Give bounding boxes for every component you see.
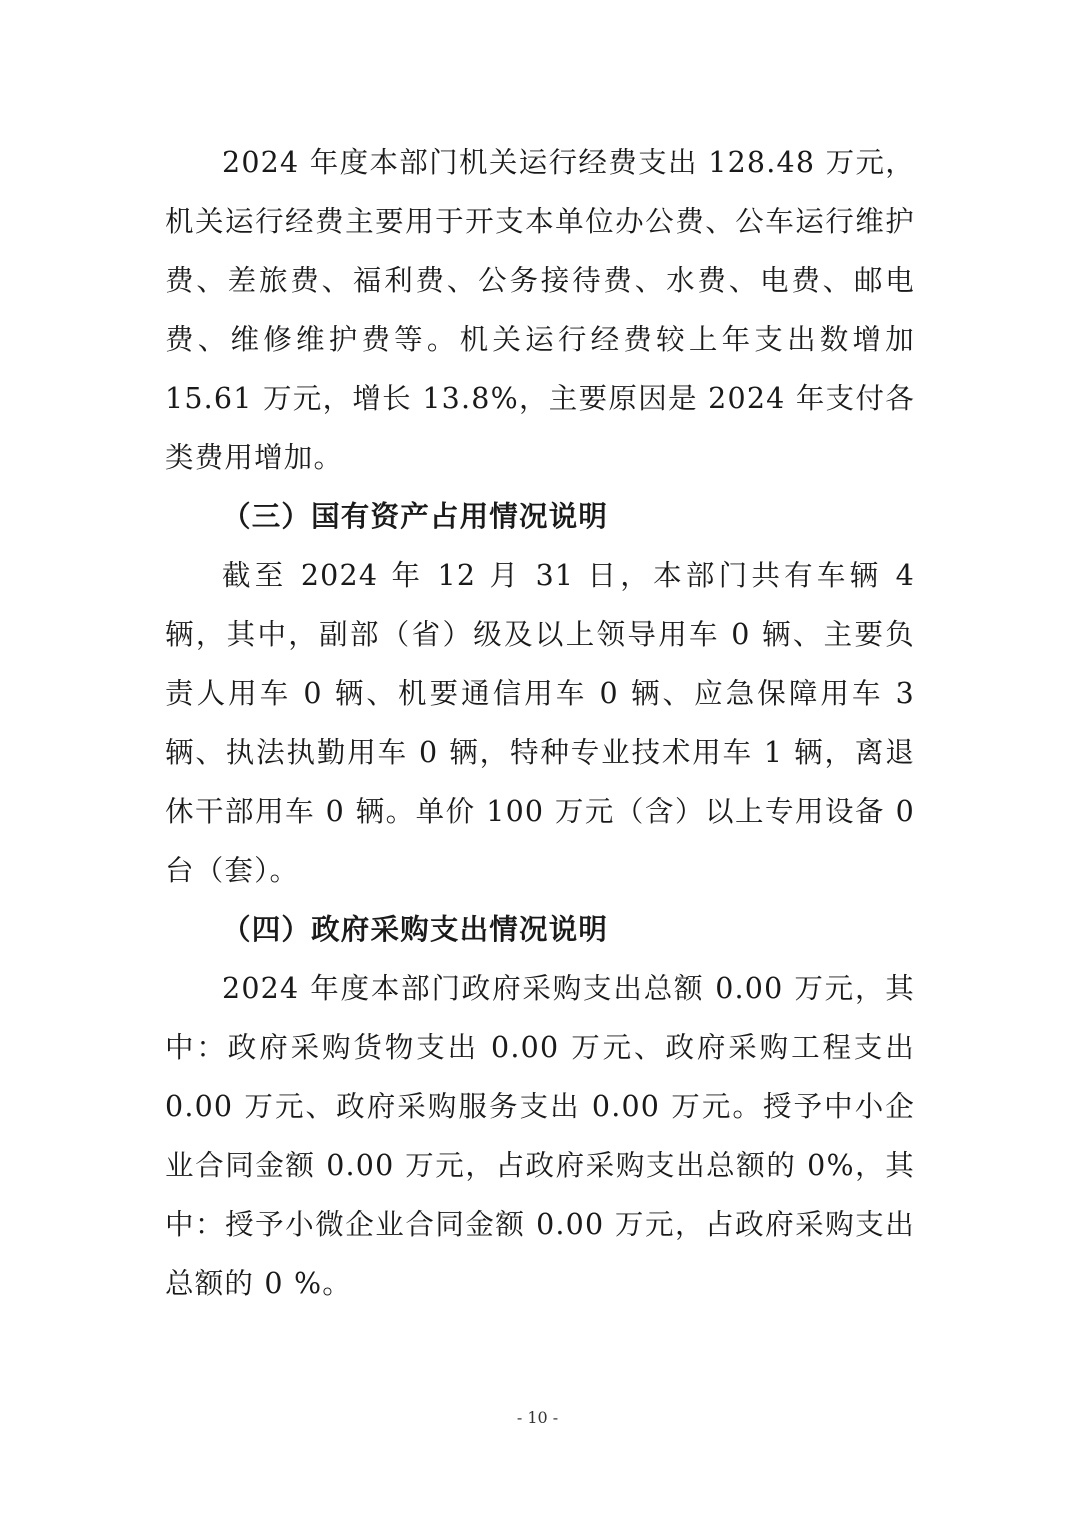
page-number: - 10 - [516, 1408, 559, 1427]
document-body [165, 133, 915, 1313]
paragraph-operating-expenses: 2024 年度本部门机关运行经费支出 128.48 万元，机关运行经费主要用于开支本单位办公费、公车运行维护费、差旅费、福利费、公务接待费、水费、电费、邮电费、维修维护费等。机关运行经费较上年支出数增加 15.61 万元，增长 13.8%，主要原因是 2024 年支付各类费用增加。 [165, 146, 915, 474]
section-heading-government-procurement: （四）政府采购支出情况说明 [222, 912, 609, 946]
paragraph-state-assets: 截至 2024 年 12 月 31 日，本部门共有车辆 4 辆，其中，副部（省）级及以上领导用车 0 辆、主要负责人用车 0 辆、机要通信用车 0 辆、应急保障用车 3 辆、执法执勤用车 0 辆，特种专业技术用车 1 辆，离退休干部用车 0 辆。单价 100 万元（含）以上专用设备 0 台（套）。 [165, 559, 915, 887]
paragraph-government-procurement: 2024 年度本部门政府采购支出总额 0.00 万元，其中：政府采购货物支出 0.00 万元、政府采购工程支出 0.00 万元、政府采购服务支出 0.00 万元。授予中小企业合同金额 0.00 万元，占政府采购支出总额的 0%，其中：授予小微企业合同金额 0.00 万元，占政府采购支出总额的 0 %。 [165, 972, 915, 1300]
section-heading-state-assets: （三）国有资产占用情况说明 [222, 499, 609, 533]
